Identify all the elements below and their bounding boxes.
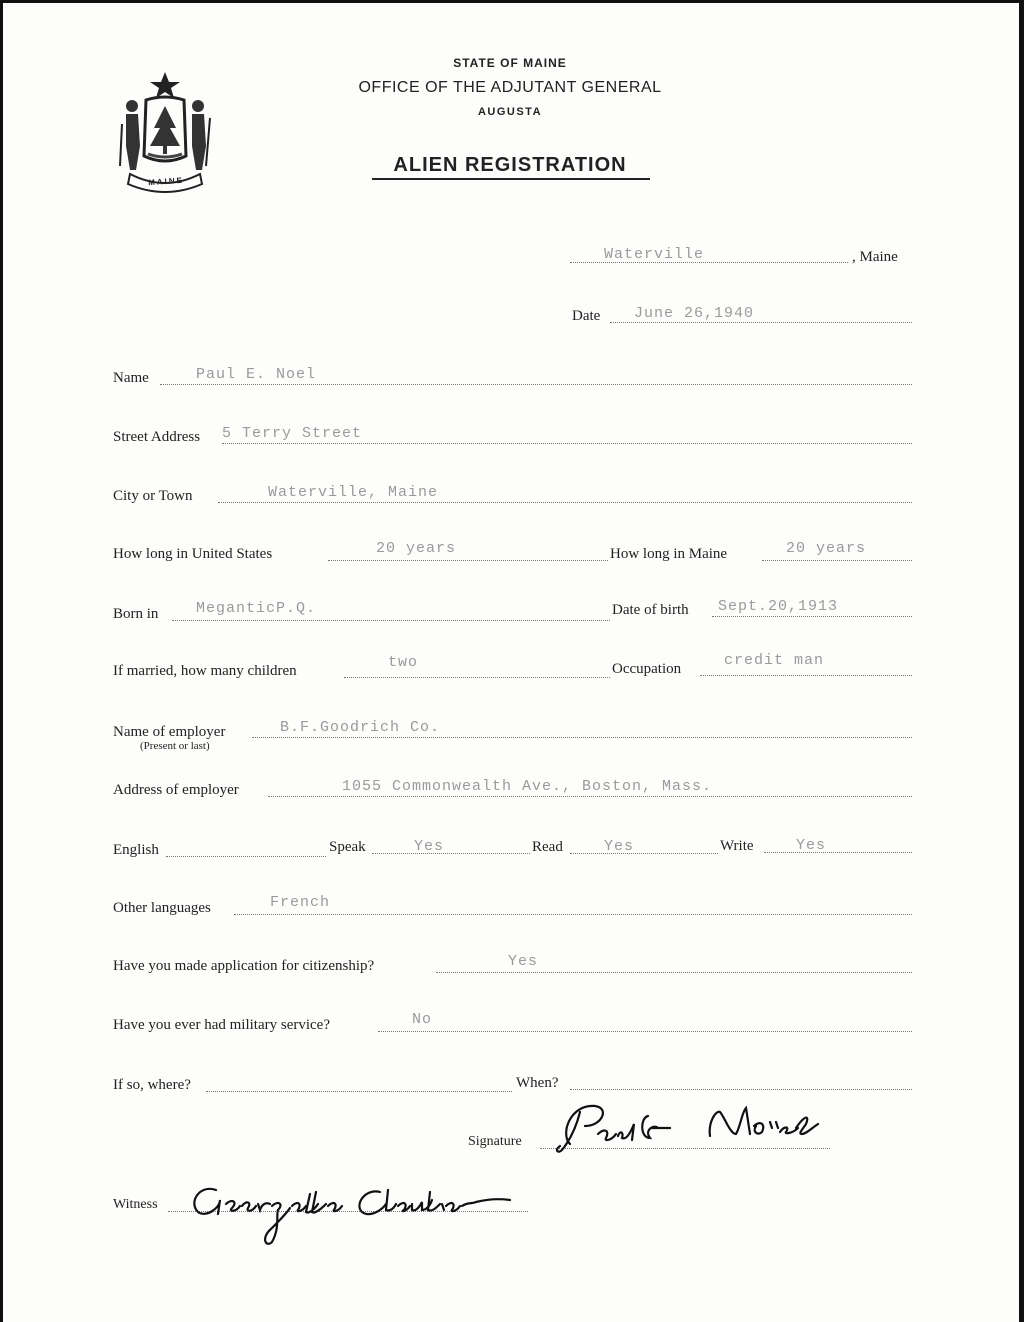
- date-value[interactable]: June 26,1940: [634, 305, 755, 322]
- employer-note: (Present or last): [140, 740, 210, 752]
- witness-handwriting: [180, 1170, 530, 1254]
- citizenship-value[interactable]: Yes: [508, 953, 539, 970]
- citizenship-label: Have you made application for citizenship?: [113, 958, 375, 974]
- name-line: [160, 384, 912, 385]
- children-line: [344, 677, 610, 678]
- street-line: [222, 443, 912, 444]
- employer-address-label: Address of employer: [113, 782, 239, 798]
- office-heading: OFFICE OF THE ADJUTANT GENERAL: [358, 79, 662, 96]
- employer-address-value[interactable]: 1055 Commonwealth Ave., Boston, Mass.: [342, 778, 713, 795]
- state-heading: STATE OF MAINE: [453, 56, 567, 70]
- form-title: ALIEN REGISTRATION: [393, 154, 627, 176]
- other-languages-value[interactable]: French: [270, 894, 331, 911]
- maine-time-value[interactable]: 20 years: [786, 540, 867, 557]
- read-label: Read: [532, 839, 563, 855]
- write-value[interactable]: Yes: [796, 837, 827, 854]
- write-label: Write: [720, 838, 754, 854]
- scan-edge-right: [1019, 0, 1024, 1322]
- us-time-value[interactable]: 20 years: [376, 540, 457, 557]
- scan-edge-left: [0, 0, 3, 1322]
- children-label: If married, how many children: [113, 663, 297, 679]
- where-label: If so, where?: [113, 1077, 191, 1093]
- witness-label: Witness: [113, 1197, 158, 1212]
- occupation-label: Occupation: [612, 661, 682, 677]
- read-value[interactable]: Yes: [604, 838, 635, 855]
- occupation-value[interactable]: credit man: [724, 652, 825, 669]
- scan-edge-top: [0, 0, 1024, 3]
- signature-label: Signature: [468, 1134, 522, 1149]
- when-label: When?: [516, 1075, 559, 1091]
- born-label: Born in: [113, 606, 159, 622]
- date-line: [610, 322, 912, 323]
- city-heading: AUGUSTA: [477, 106, 543, 118]
- signature-handwriting: [540, 1094, 830, 1160]
- other-languages-label: Other languages: [113, 900, 211, 916]
- maine-time-label: How long in Maine: [610, 546, 728, 562]
- dob-label: Date of birth: [612, 602, 689, 618]
- occupation-line: [700, 675, 912, 676]
- english-label: English: [113, 842, 159, 858]
- city-value[interactable]: Waterville, Maine: [268, 484, 439, 501]
- place-value[interactable]: Waterville: [604, 246, 705, 263]
- street-value[interactable]: 5 Terry Street: [222, 425, 363, 442]
- city-label: City or Town: [113, 488, 193, 504]
- military-label: Have you ever had military service?: [113, 1017, 330, 1033]
- write-line: [764, 852, 912, 853]
- employer-address-line: [268, 796, 912, 797]
- where-line: [206, 1091, 512, 1092]
- born-value[interactable]: MeganticP.Q.: [196, 600, 317, 617]
- citizenship-line: [436, 972, 912, 973]
- speak-line: [372, 853, 530, 854]
- born-line: [172, 620, 610, 621]
- speak-label: Speak: [329, 839, 366, 855]
- employer-value[interactable]: B.F.Goodrich Co.: [280, 719, 441, 736]
- dob-value[interactable]: Sept.20,1913: [718, 598, 839, 615]
- children-value[interactable]: two: [388, 654, 419, 671]
- dob-line: [712, 616, 912, 617]
- read-line: [570, 853, 718, 854]
- street-label: Street Address: [113, 429, 201, 445]
- when-line: [570, 1089, 912, 1090]
- military-value[interactable]: No: [412, 1011, 433, 1028]
- maine-time-line: [762, 560, 912, 561]
- city-line: [218, 502, 912, 503]
- us-time-label: How long in United States: [113, 546, 273, 562]
- employer-label: Name of employer: [113, 724, 226, 740]
- military-line: [378, 1031, 912, 1032]
- name-label: Name: [113, 370, 149, 386]
- english-line: [166, 856, 326, 857]
- us-time-line: [328, 560, 608, 561]
- other-languages-line: [234, 914, 912, 915]
- seal-banner-text: MAINE: [147, 175, 185, 188]
- date-label: Date: [572, 308, 601, 324]
- place-suffix: , Maine: [852, 249, 898, 265]
- employer-line: [252, 737, 912, 738]
- title-underline: [372, 178, 650, 180]
- name-value[interactable]: Paul E. Noel: [196, 366, 317, 383]
- speak-value[interactable]: Yes: [414, 838, 445, 855]
